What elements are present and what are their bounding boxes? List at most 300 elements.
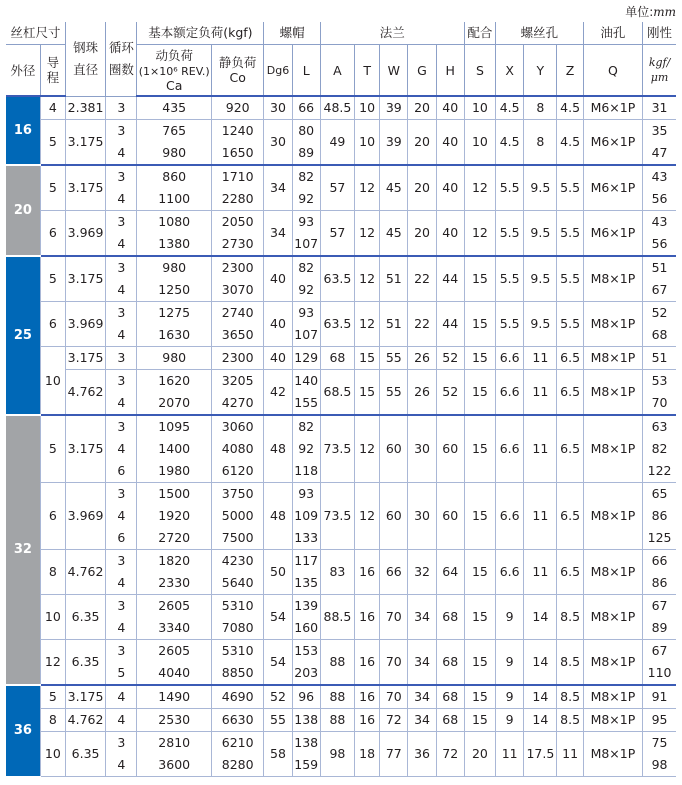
Q-cell: M6×1P <box>583 120 642 166</box>
L-cell: 140 <box>292 370 320 393</box>
header-nut: 螺帽 <box>264 22 320 45</box>
K-cell: 51 <box>643 347 676 370</box>
L-cell: 93 <box>292 211 320 234</box>
G-cell: 34 <box>408 685 436 709</box>
Q-cell: M8×1P <box>583 595 642 640</box>
dg6-cell: 48 <box>264 415 292 483</box>
dynamic-load-cell: 980 <box>137 347 212 370</box>
header-circuits: 循环 圈数 <box>106 22 137 96</box>
header-outer-dia: 外径 <box>6 45 40 97</box>
dg6-cell: 40 <box>264 347 292 370</box>
G-cell: 26 <box>408 347 436 370</box>
dynamic-load-cell: 765 <box>137 120 212 143</box>
static-load-cell: 6210 <box>211 732 263 755</box>
Q-cell: M8×1P <box>583 709 642 732</box>
K-cell: 47 <box>643 142 676 165</box>
header-T: T <box>355 45 380 97</box>
ball-dia-cell: 3.175 <box>65 347 105 370</box>
W-cell: 51 <box>380 256 408 302</box>
H-cell: 40 <box>436 120 464 166</box>
dynamic-load-cell: 1500 <box>137 483 212 506</box>
static-load-cell: 2300 <box>211 256 263 279</box>
Y-cell: 11 <box>524 550 557 595</box>
G-cell: 20 <box>408 120 436 166</box>
T-cell: 12 <box>355 165 380 211</box>
X-cell: 11 <box>496 732 524 777</box>
static-load-cell: 5000 <box>211 505 263 527</box>
G-cell: 20 <box>408 165 436 211</box>
Y-cell: 9.5 <box>524 302 557 347</box>
L-cell: 159 <box>292 754 320 777</box>
table-row <box>6 120 676 143</box>
S-cell: 15 <box>464 640 495 686</box>
circuits-cell: 3 <box>106 640 137 663</box>
K-cell: 70 <box>643 392 676 415</box>
K-cell: 52 <box>643 302 676 325</box>
header-X: X <box>496 45 524 97</box>
dynamic-load-cell: 1380 <box>137 233 212 256</box>
H-cell: 40 <box>436 211 464 257</box>
Y-cell: 14 <box>524 709 557 732</box>
Q-cell: M8×1P <box>583 302 642 347</box>
dg6-cell: 54 <box>264 595 292 640</box>
circuits-cell: 3 <box>106 550 137 573</box>
Q-cell: M6×1P <box>583 211 642 257</box>
ball-dia-cell: 6.35 <box>65 640 105 686</box>
X-cell: 6.6 <box>496 347 524 370</box>
K-cell: 68 <box>643 324 676 347</box>
Q-cell: M8×1P <box>583 256 642 302</box>
K-cell: 31 <box>643 96 676 120</box>
dynamic-load-cell: 1275 <box>137 302 212 325</box>
H-cell: 68 <box>436 595 464 640</box>
lead-cell: 8 <box>40 550 65 595</box>
table-row <box>6 211 676 234</box>
header-dynamic-load: 动负荷 (1×10⁶ REV.) Ca <box>137 45 212 97</box>
X-cell: 5.5 <box>496 211 524 257</box>
static-load-cell: 1650 <box>211 142 263 165</box>
Q-cell: M8×1P <box>583 347 642 370</box>
lead-cell: 4 <box>40 96 65 120</box>
dynamic-load-cell: 1250 <box>137 279 212 302</box>
S-cell: 12 <box>464 165 495 211</box>
L-cell: 107 <box>292 233 320 256</box>
dynamic-load-cell: 3600 <box>137 754 212 777</box>
circuits-cell: 4 <box>106 233 137 256</box>
static-load-cell: 2300 <box>211 347 263 370</box>
W-cell: 66 <box>380 550 408 595</box>
lead-cell: 5 <box>40 120 65 166</box>
K-cell: 125 <box>643 527 676 550</box>
dynamic-load-cell: 1095 <box>137 415 212 438</box>
A-cell: 63.5 <box>320 302 354 347</box>
Y-cell: 9.5 <box>524 256 557 302</box>
W-cell: 51 <box>380 302 408 347</box>
ball-dia-cell: 3.175 <box>65 415 105 483</box>
table-row <box>6 595 676 618</box>
W-cell: 70 <box>380 640 408 686</box>
Q-cell: M8×1P <box>583 732 642 777</box>
A-cell: 68.5 <box>320 370 354 416</box>
circuits-cell: 4 <box>106 685 137 709</box>
circuits-cell: 3 <box>106 120 137 143</box>
Z-cell: 5.5 <box>557 256 583 302</box>
table-row <box>6 640 676 663</box>
static-load-cell: 2280 <box>211 188 263 211</box>
static-load-cell: 3070 <box>211 279 263 302</box>
dg6-cell: 50 <box>264 550 292 595</box>
Z-cell: 6.5 <box>557 550 583 595</box>
dg6-cell: 40 <box>264 302 292 347</box>
dynamic-load-cell: 1620 <box>137 370 212 393</box>
K-cell: 82 <box>643 438 676 460</box>
circuits-cell: 6 <box>106 460 137 483</box>
circuits-cell: 4 <box>106 392 137 415</box>
dynamic-load-cell: 1980 <box>137 460 212 483</box>
table-row <box>6 256 676 279</box>
L-cell: 117 <box>292 550 320 573</box>
circuits-cell: 3 <box>106 165 137 188</box>
L-cell: 107 <box>292 324 320 347</box>
circuits-cell: 4 <box>106 324 137 347</box>
header-W: W <box>380 45 408 97</box>
static-load-cell: 5640 <box>211 572 263 595</box>
S-cell: 15 <box>464 347 495 370</box>
L-cell: 118 <box>292 460 320 483</box>
Z-cell: 4.5 <box>557 96 583 120</box>
lead-cell: 5 <box>40 685 65 709</box>
X-cell: 9 <box>496 685 524 709</box>
header-S: S <box>464 45 495 97</box>
L-cell: 93 <box>292 302 320 325</box>
lead-cell: 10 <box>40 347 65 416</box>
X-cell: 9 <box>496 709 524 732</box>
outer-dia-cell: 36 <box>6 685 40 777</box>
header-dg6: Dg6 <box>264 45 292 97</box>
L-cell: 139 <box>292 595 320 618</box>
X-cell: 9 <box>496 595 524 640</box>
static-load-cell: 3650 <box>211 324 263 347</box>
static-load-cell: 3205 <box>211 370 263 393</box>
W-cell: 45 <box>380 165 408 211</box>
dynamic-load-cell: 2530 <box>137 709 212 732</box>
static-load-cell: 1710 <box>211 165 263 188</box>
X-cell: 5.5 <box>496 302 524 347</box>
circuits-cell: 3 <box>106 96 137 120</box>
L-cell: 160 <box>292 617 320 640</box>
static-load-cell: 8850 <box>211 662 263 685</box>
ball-dia-cell: 6.35 <box>65 595 105 640</box>
static-load-cell: 2050 <box>211 211 263 234</box>
S-cell: 15 <box>464 370 495 416</box>
circuits-cell: 3 <box>106 483 137 506</box>
header-G: G <box>408 45 436 97</box>
header-screw-size: 丝杠尺寸 <box>6 22 65 45</box>
Q-cell: M8×1P <box>583 550 642 595</box>
Z-cell: 5.5 <box>557 302 583 347</box>
W-cell: 60 <box>380 483 408 550</box>
header-K: kgf/ μm <box>643 45 676 97</box>
dynamic-load-cell: 1920 <box>137 505 212 527</box>
T-cell: 16 <box>355 550 380 595</box>
A-cell: 88 <box>320 640 354 686</box>
W-cell: 45 <box>380 211 408 257</box>
circuits-cell: 4 <box>106 754 137 777</box>
S-cell: 15 <box>464 595 495 640</box>
lead-cell: 5 <box>40 415 65 483</box>
ball-dia-cell: 3.175 <box>65 685 105 709</box>
L-cell: 82 <box>292 256 320 279</box>
T-cell: 12 <box>355 211 380 257</box>
T-cell: 16 <box>355 685 380 709</box>
K-cell: 98 <box>643 754 676 777</box>
header-flange: 法兰 <box>320 22 464 45</box>
S-cell: 12 <box>464 211 495 257</box>
circuits-cell: 5 <box>106 662 137 685</box>
table-row <box>6 709 676 732</box>
H-cell: 52 <box>436 370 464 416</box>
circuits-cell: 3 <box>106 347 137 370</box>
lead-cell: 5 <box>40 256 65 302</box>
circuits-cell: 4 <box>106 188 137 211</box>
dynamic-load-cell: 2330 <box>137 572 212 595</box>
W-cell: 39 <box>380 96 408 120</box>
K-cell: 53 <box>643 370 676 393</box>
circuits-cell: 4 <box>106 572 137 595</box>
ball-dia-cell: 4.762 <box>65 709 105 732</box>
A-cell: 57 <box>320 211 354 257</box>
G-cell: 20 <box>408 211 436 257</box>
Z-cell: 6.5 <box>557 347 583 370</box>
K-cell: 67 <box>643 279 676 302</box>
ball-dia-cell: 3.969 <box>65 483 105 550</box>
header-fit: 配合 <box>464 22 495 45</box>
Y-cell: 11 <box>524 370 557 416</box>
S-cell: 15 <box>464 256 495 302</box>
K-cell: 56 <box>643 233 676 256</box>
K-cell: 66 <box>643 550 676 573</box>
dynamic-load-cell: 860 <box>137 165 212 188</box>
static-load-cell: 4230 <box>211 550 263 573</box>
S-cell: 10 <box>464 96 495 120</box>
header-lead: 导 程 <box>40 45 65 97</box>
X-cell: 6.6 <box>496 415 524 483</box>
H-cell: 52 <box>436 347 464 370</box>
Z-cell: 4.5 <box>557 120 583 166</box>
lead-cell: 5 <box>40 165 65 211</box>
ball-dia-cell: 4.762 <box>65 370 105 416</box>
H-cell: 60 <box>436 415 464 483</box>
ball-dia-cell: 4.762 <box>65 550 105 595</box>
L-cell: 153 <box>292 640 320 663</box>
circuits-cell: 4 <box>106 709 137 732</box>
static-load-cell: 4270 <box>211 392 263 415</box>
outer-dia-cell: 32 <box>6 415 40 685</box>
L-cell: 92 <box>292 438 320 460</box>
circuits-cell: 4 <box>106 438 137 460</box>
static-load-cell: 4690 <box>211 685 263 709</box>
dynamic-load-cell: 1080 <box>137 211 212 234</box>
dynamic-load-cell: 980 <box>137 142 212 165</box>
W-cell: 55 <box>380 370 408 416</box>
circuits-cell: 4 <box>106 142 137 165</box>
H-cell: 44 <box>436 302 464 347</box>
dynamic-load-cell: 2720 <box>137 527 212 550</box>
T-cell: 12 <box>355 256 380 302</box>
Z-cell: 6.5 <box>557 415 583 483</box>
lead-cell: 6 <box>40 483 65 550</box>
Y-cell: 8 <box>524 120 557 166</box>
Z-cell: 8.5 <box>557 685 583 709</box>
H-cell: 40 <box>436 96 464 120</box>
L-cell: 92 <box>292 279 320 302</box>
L-cell: 129 <box>292 347 320 370</box>
Q-cell: M6×1P <box>583 96 642 120</box>
X-cell: 6.6 <box>496 483 524 550</box>
L-cell: 133 <box>292 527 320 550</box>
dynamic-load-cell: 1490 <box>137 685 212 709</box>
Z-cell: 8.5 <box>557 595 583 640</box>
ball-dia-cell: 3.175 <box>65 256 105 302</box>
dynamic-load-cell: 3340 <box>137 617 212 640</box>
W-cell: 60 <box>380 415 408 483</box>
Z-cell: 11 <box>557 732 583 777</box>
A-cell: 98 <box>320 732 354 777</box>
K-cell: 91 <box>643 685 676 709</box>
K-cell: 67 <box>643 595 676 618</box>
circuits-cell: 4 <box>106 279 137 302</box>
A-cell: 73.5 <box>320 483 354 550</box>
K-cell: 35 <box>643 120 676 143</box>
A-cell: 73.5 <box>320 415 354 483</box>
table-row <box>6 347 676 370</box>
A-cell: 88.5 <box>320 595 354 640</box>
static-load-cell: 7080 <box>211 617 263 640</box>
L-cell: 203 <box>292 662 320 685</box>
dynamic-load-cell: 980 <box>137 256 212 279</box>
Q-cell: M8×1P <box>583 370 642 416</box>
W-cell: 70 <box>380 595 408 640</box>
T-cell: 12 <box>355 415 380 483</box>
lead-cell: 8 <box>40 709 65 732</box>
ball-dia-cell: 6.35 <box>65 732 105 777</box>
header-H: H <box>436 45 464 97</box>
K-cell: 86 <box>643 572 676 595</box>
G-cell: 22 <box>408 302 436 347</box>
dynamic-load-cell: 1820 <box>137 550 212 573</box>
header-Y: Y <box>524 45 557 97</box>
Y-cell: 14 <box>524 640 557 686</box>
K-cell: 95 <box>643 709 676 732</box>
T-cell: 16 <box>355 595 380 640</box>
L-cell: 155 <box>292 392 320 415</box>
circuits-cell: 3 <box>106 256 137 279</box>
Y-cell: 14 <box>524 685 557 709</box>
L-cell: 80 <box>292 120 320 143</box>
A-cell: 48.5 <box>320 96 354 120</box>
ball-dia-cell: 3.969 <box>65 302 105 347</box>
dg6-cell: 34 <box>264 211 292 257</box>
T-cell: 16 <box>355 709 380 732</box>
Z-cell: 8.5 <box>557 640 583 686</box>
header-bolt-hole: 螺丝孔 <box>496 22 584 45</box>
Z-cell: 5.5 <box>557 211 583 257</box>
L-cell: 138 <box>292 732 320 755</box>
K-cell: 122 <box>643 460 676 483</box>
Z-cell: 6.5 <box>557 370 583 416</box>
G-cell: 32 <box>408 550 436 595</box>
L-cell: 89 <box>292 142 320 165</box>
K-cell: 43 <box>643 211 676 234</box>
Y-cell: 9.5 <box>524 211 557 257</box>
K-cell: 89 <box>643 617 676 640</box>
L-cell: 93 <box>292 483 320 506</box>
header-load: 基本额定负荷(kgf) <box>137 22 264 45</box>
dg6-cell: 40 <box>264 256 292 302</box>
dynamic-load-cell: 2810 <box>137 732 212 755</box>
static-load-cell: 2730 <box>211 233 263 256</box>
W-cell: 39 <box>380 120 408 166</box>
lead-cell: 10 <box>40 732 65 777</box>
circuits-cell: 3 <box>106 415 137 438</box>
X-cell: 4.5 <box>496 120 524 166</box>
circuits-cell: 3 <box>106 211 137 234</box>
H-cell: 68 <box>436 685 464 709</box>
ball-dia-cell: 2.381 <box>65 96 105 120</box>
S-cell: 10 <box>464 120 495 166</box>
L-cell: 109 <box>292 505 320 527</box>
G-cell: 30 <box>408 483 436 550</box>
dg6-cell: 42 <box>264 370 292 416</box>
A-cell: 49 <box>320 120 354 166</box>
Z-cell: 6.5 <box>557 483 583 550</box>
T-cell: 10 <box>355 96 380 120</box>
S-cell: 15 <box>464 302 495 347</box>
static-load-cell: 7500 <box>211 527 263 550</box>
T-cell: 12 <box>355 302 380 347</box>
header-ball-dia: 钢珠 直径 <box>65 22 105 96</box>
ball-dia-cell: 3.175 <box>65 120 105 166</box>
K-cell: 51 <box>643 256 676 279</box>
ball-screw-spec-table <box>6 22 676 778</box>
dynamic-load-cell: 2605 <box>137 640 212 663</box>
dg6-cell: 54 <box>264 640 292 686</box>
S-cell: 20 <box>464 732 495 777</box>
Z-cell: 8.5 <box>557 709 583 732</box>
Y-cell: 8 <box>524 96 557 120</box>
H-cell: 72 <box>436 732 464 777</box>
dynamic-load-cell: 1630 <box>137 324 212 347</box>
dg6-cell: 34 <box>264 165 292 211</box>
static-load-cell: 3060 <box>211 415 263 438</box>
ball-dia-cell: 3.175 <box>65 165 105 211</box>
X-cell: 5.5 <box>496 256 524 302</box>
dg6-cell: 30 <box>264 96 292 120</box>
G-cell: 34 <box>408 640 436 686</box>
X-cell: 9 <box>496 640 524 686</box>
H-cell: 68 <box>436 709 464 732</box>
dynamic-load-cell: 1400 <box>137 438 212 460</box>
table-row <box>6 732 676 755</box>
Y-cell: 11 <box>524 483 557 550</box>
circuits-cell: 3 <box>106 595 137 618</box>
lead-cell: 10 <box>40 595 65 640</box>
dynamic-load-cell: 435 <box>137 96 212 120</box>
ball-dia-cell: 3.969 <box>65 211 105 257</box>
circuits-cell: 4 <box>106 505 137 527</box>
G-cell: 34 <box>408 595 436 640</box>
A-cell: 83 <box>320 550 354 595</box>
